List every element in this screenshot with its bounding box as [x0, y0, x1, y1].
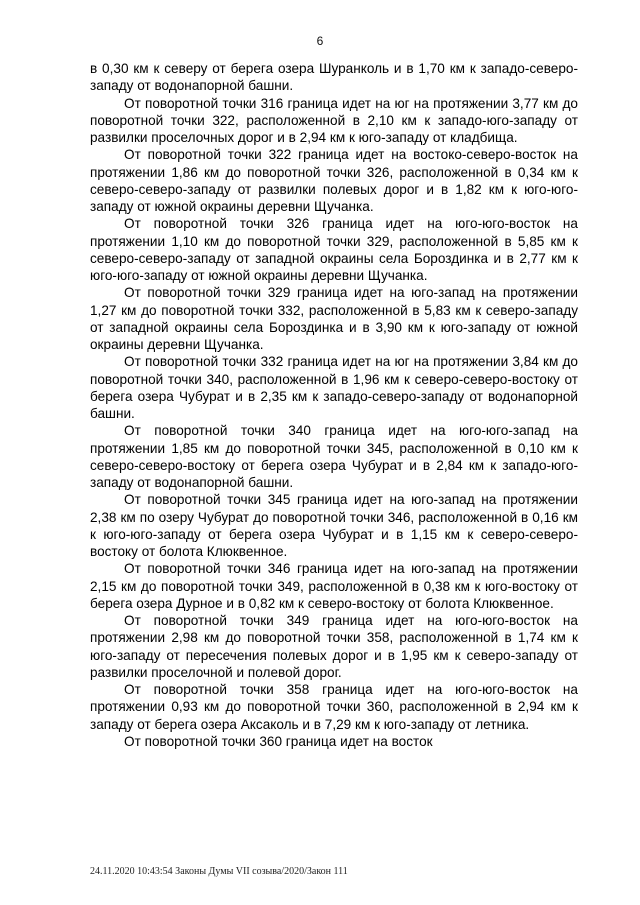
paragraph-point-316: От поворотной точки 316 граница идет на юг на протяжении 3,77 км до поворотной точки 322, расположенной в 2,10 км к западо-юго-западу от развилки проселочных дорог и в 2,94 км к юго-западу от кладбища. — [90, 95, 578, 145]
paragraph-point-345: От поворотной точки 345 граница идет на юго-запад на протяжении 2,38 км по озеру Чубурат до поворотной точки 346, расположенной в 0,16 км к юго-юго-западу от берега озера Чубурат и в 1,15 км к северо-северо-востоку от болота Клюквенное. — [90, 492, 578, 559]
paragraph-point-349: От поворотной точки 349 граница идет на юго-юго-восток на протяжении 2,98 км до поворотной точки 358, расположенной в 1,74 км к юго-западу от пересечения полевых дорог и в 1,95 км к северо-западу от развилки проселочной и полевой дорог. — [90, 613, 578, 680]
page-number: 6 — [316, 34, 324, 48]
paragraph-point-332: От поворотной точки 332 граница идет на юг на протяжении 3,84 км до поворотной точки 340, расположенной в 1,96 км к северо-северо-востоку от берега озера Чубурат и в 2,35 км к западо-северо-западу от водонапорной башни. — [90, 354, 578, 421]
document-body — [90, 60, 578, 750]
document-footer: 24.11.2020 10:43:54 Законы Думы VII созыва/2020/Закон 111 — [90, 866, 348, 877]
paragraph-point-360: От поворотной точки 360 граница идет на восток — [124, 733, 433, 749]
paragraph-point-340: От поворотной точки 340 граница идет на юго-юго-запад на протяжении 1,85 км до поворотной точки 345, расположенной в 0,10 км к северо-северо-востоку от берега озера Чубурат и в 2,84 км к западо-юго-западу от водонапорной башни. — [90, 423, 578, 490]
paragraph-continuation: в 0,30 км к северу от берега озера Шуранколь и в 1,70 км к западо-северо-западу от водонапорной башни. — [90, 61, 578, 94]
paragraph-point-322: От поворотной точки 322 граница идет на востоко-северо-восток на протяжении 1,86 км до поворотной точки 326, расположенной в 0,34 км к северо-северо-западу от развилки полевых дорог и в 1,82 км к юго-юго-западу от южной окраины деревни Щучанка. — [90, 147, 578, 214]
paragraph-point-326: От поворотной точки 326 граница идет на юго-юго-восток на протяжении 1,10 км до поворотной точки 329, расположенной в 5,85 км к северо-северо-западу от западной окраины села Бороздинка и в 2,77 км к юго-юго-западу от южной окраины деревни Щучанка. — [90, 216, 578, 283]
paragraph-point-346: От поворотной точки 346 граница идет на юго-запад на протяжении 2,15 км до поворотной точки 349, расположенной в 0,38 км к юго-востоку от берега озера Дурное и в 0,82 км к северо-востоку от болота Клюквенное. — [90, 561, 578, 611]
paragraph-point-358: От поворотной точки 358 граница идет на юго-юго-восток на протяжении 0,93 км до поворотной точки 360, расположенной в 2,94 км к западу от берега озера Аксаколь и в 7,29 км к юго-западу от летника. — [90, 682, 578, 732]
paragraph-point-329: От поворотной точки 329 граница идет на юго-запад на протяжении 1,27 км до поворотной точки 332, расположенной в 5,83 км к северо-западу от западной окраины села Бороздинка и в 3,90 км к юго-западу от южной окраины деревни Щучанка. — [90, 285, 578, 352]
